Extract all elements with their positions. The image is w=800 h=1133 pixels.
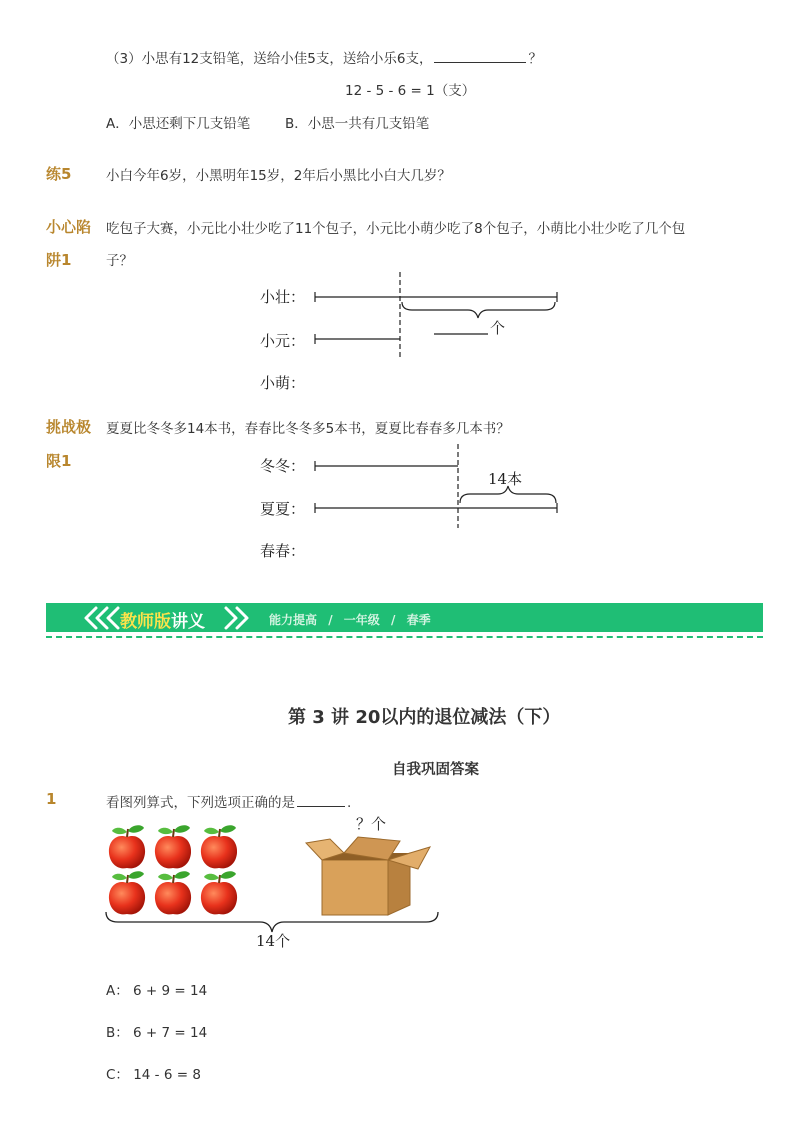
q1-suffix: . xyxy=(347,795,352,811)
q1-number: 1 xyxy=(46,790,57,808)
practice5-text: 小白今年6岁，小黑明年15岁，2年后小黑比小白大几岁？ xyxy=(106,168,451,184)
trap1-row-yuan: 小元： xyxy=(260,332,306,350)
banner-title-b: 讲义 xyxy=(171,612,205,632)
crumb-grade: 一年级 xyxy=(343,613,380,627)
challenge1-label-line1: 挑战极 xyxy=(46,418,92,436)
crumb-separator: / xyxy=(328,613,333,627)
double-chevron-right-icon xyxy=(220,605,260,631)
banner-title xyxy=(120,607,205,632)
trap1-row-zhuang: 小壮： xyxy=(260,288,306,306)
trap1-label-line1: 小心陷 xyxy=(46,218,92,236)
banner-title-a: 教师版 xyxy=(120,612,171,632)
banner-divider xyxy=(46,636,763,638)
q1-option-c[interactable]: C： 14 - 6 = 8 xyxy=(106,1067,201,1083)
crumb-ability: 能力提高 xyxy=(269,613,318,627)
lecture-subtitle: 自我巩固答案 xyxy=(392,762,479,778)
trap1-text-line1: 吃包子大赛，小元比小壮少吃了11个包子，小元比小萌少吃了8个包子，小萌比小壮少吃了几个包 xyxy=(106,221,686,237)
lecture-title: 第 3 讲 20以内的退位减法（下） xyxy=(288,707,561,728)
section-banner xyxy=(46,603,763,632)
challenge1-text: 夏夏比冬冬多14本书，春春比冬冬多5本书，夏夏比春春多几本书？ xyxy=(106,421,510,437)
q1-option-a[interactable]: A： 6 + 9 = 14 xyxy=(106,983,208,999)
q1-question: 看图列算式，下列选项正确的是 xyxy=(106,795,295,811)
q3-question: （3）小思有12支铅笔，送给小佳5支，送给小乐6支， xyxy=(106,51,433,67)
challenge1-brace-label: 14本 xyxy=(488,470,523,488)
box-label: ？个 xyxy=(356,815,387,833)
challenge1-label-line2: 限1 xyxy=(46,452,72,470)
crumb-separator: / xyxy=(390,613,396,627)
trap1-brace-unit: 个 xyxy=(490,319,506,337)
trap1-row-meng: 小萌： xyxy=(260,374,306,392)
q1-option-b[interactable]: B： 6 + 7 = 14 xyxy=(106,1025,208,1041)
q3-option-a: A．小思还剩下几支铅笔 xyxy=(106,116,251,132)
q3-suffix: ？ xyxy=(528,51,542,67)
apples-illustration xyxy=(104,822,249,922)
double-chevron-left-icon xyxy=(74,605,124,631)
challenge1-row-xiaxia: 夏夏： xyxy=(260,500,306,518)
challenge1-row-chunchun: 春春： xyxy=(260,542,306,560)
challenge1-row-dongdong: 冬冬： xyxy=(260,457,306,475)
box-illustration xyxy=(300,835,435,920)
crumb-season: 春季 xyxy=(406,613,431,627)
trap1-label-line2: 阱1 xyxy=(46,251,72,269)
q3-option-b: B．小思一共有几支铅笔 xyxy=(285,116,430,132)
trap1-text-line2: 子？ xyxy=(106,253,133,269)
q3-equation: 12 - 5 - 6 = 1（支） xyxy=(345,83,476,99)
q1-text xyxy=(106,791,351,811)
answer-blank[interactable] xyxy=(297,806,345,807)
practice5-label: 练5 xyxy=(46,165,72,183)
total-label: 14个 xyxy=(256,932,291,950)
banner-breadcrumb xyxy=(269,611,431,628)
